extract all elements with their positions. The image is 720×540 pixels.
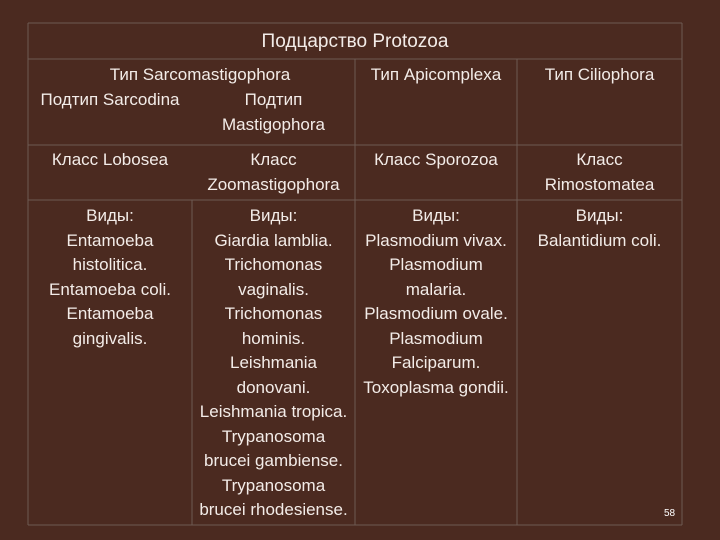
text-line: Класс bbox=[250, 150, 297, 169]
text-line: Trypanosoma bbox=[221, 426, 326, 446]
text-line: donovani. bbox=[236, 377, 311, 397]
class-sporozoa: Класс Sporozoa bbox=[374, 150, 498, 169]
text-line: Виды: bbox=[412, 206, 460, 225]
text-line: Виды: bbox=[249, 206, 298, 225]
species-lobosea bbox=[28, 204, 192, 351]
type-sarcomastigophora: Тип Sarcomastigophora bbox=[109, 65, 291, 84]
table-title: Подцарство Protozoa bbox=[261, 31, 449, 52]
text-line: Виды: bbox=[86, 206, 134, 225]
type-ciliophora: Тип Ciliophora bbox=[544, 65, 655, 84]
class-zoomastigophora bbox=[192, 148, 355, 197]
text-line: Plasmodium vivax. bbox=[365, 230, 507, 250]
subtype-sarcodina: Подтип Sarcodina bbox=[40, 90, 180, 109]
species-rimostomatea bbox=[517, 204, 682, 253]
text-line: Leishmania tropica. bbox=[199, 402, 348, 421]
text-line: Подтип bbox=[244, 90, 303, 109]
text-line: Plasmodium bbox=[389, 255, 483, 274]
text-line: Класс bbox=[576, 150, 623, 169]
text-line: Mastigophora bbox=[221, 114, 325, 134]
text-line: gingivalis. bbox=[72, 328, 148, 348]
text-line: vaginalis. bbox=[238, 279, 309, 299]
type-apicomplexa: Тип Apicomplexa bbox=[370, 65, 502, 84]
text-line: histolitica. bbox=[72, 255, 148, 274]
text-line: Виды: bbox=[575, 206, 624, 225]
text-line: Toxoplasma gondii. bbox=[363, 377, 509, 397]
text-line: Trypanosoma bbox=[221, 475, 326, 495]
text-line: Entamoeba coli. bbox=[49, 279, 171, 299]
text-line: Entamoeba bbox=[66, 304, 154, 323]
text-line: Plasmodium bbox=[389, 328, 483, 348]
text-line: Trichomonas bbox=[224, 304, 323, 323]
subtype-mastigophora bbox=[192, 88, 355, 137]
text-line: Rimostomatea bbox=[544, 174, 655, 194]
species-zoomastigophora bbox=[192, 204, 355, 523]
class-rimostomatea bbox=[517, 148, 682, 197]
text-line: Plasmodium ovale. bbox=[364, 304, 508, 323]
text-line: Entamoeba bbox=[66, 230, 154, 250]
text-line: Trichomonas bbox=[224, 255, 323, 274]
text-line: brucei rhodesiense. bbox=[199, 500, 348, 519]
page-number: 58 bbox=[664, 508, 676, 519]
text-line: Leishmania bbox=[230, 353, 317, 372]
text-line: Balantidium coli. bbox=[537, 230, 662, 250]
text-line: malaria. bbox=[405, 279, 467, 299]
class-lobosea: Класс Lobosea bbox=[51, 150, 169, 169]
text-line: brucei gambiense. bbox=[204, 451, 343, 470]
text-line: Giardia lamblia. bbox=[214, 230, 333, 250]
species-sporozoa bbox=[355, 204, 517, 400]
text-line: Falciparum. bbox=[391, 353, 481, 372]
text-line: hominis. bbox=[241, 328, 306, 348]
text-line: Zoomastigophora bbox=[207, 174, 340, 194]
